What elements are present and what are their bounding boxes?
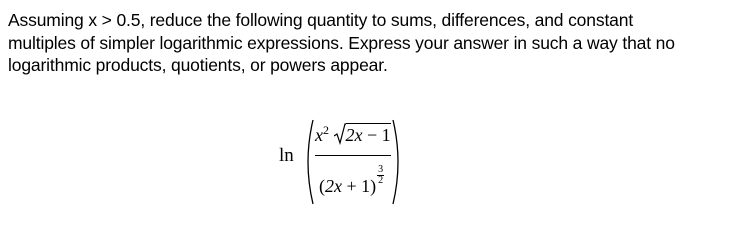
fraction-bar: [315, 155, 391, 156]
exponent-denominator: 2: [378, 175, 384, 186]
denominator: [319, 165, 384, 197]
numerator-exponent: 2: [323, 123, 329, 137]
denominator-open: (: [319, 176, 325, 196]
left-parenthesis: [301, 118, 315, 206]
numerator: [315, 123, 391, 146]
denominator-exponent: [377, 165, 384, 186]
problem-line-1: Assuming x > 0.5, reduce the following quantity to sums, differences, and constant: [8, 10, 634, 30]
radicand-rest: − 1: [362, 125, 391, 145]
problem-line-2: multiples of simpler logarithmic expressions. Express your answer in such a way that no: [8, 32, 675, 53]
problem-statement: [8, 9, 736, 77]
radicand: [346, 123, 391, 146]
radical-sign-icon: [334, 123, 346, 145]
problem-line-3: logarithmic products, quotients, or powers appear.: [8, 55, 388, 75]
ln-function: ln: [279, 145, 294, 166]
denominator-var: 2x: [325, 176, 342, 196]
radicand-var: 2x: [345, 125, 363, 145]
denominator-rest: + 1): [342, 176, 377, 196]
square-root: [334, 123, 391, 146]
numerator-base: x: [315, 125, 323, 145]
exponent-numerator: 3: [378, 164, 384, 175]
log-expression: [279, 118, 449, 208]
right-parenthesis: [391, 118, 405, 206]
